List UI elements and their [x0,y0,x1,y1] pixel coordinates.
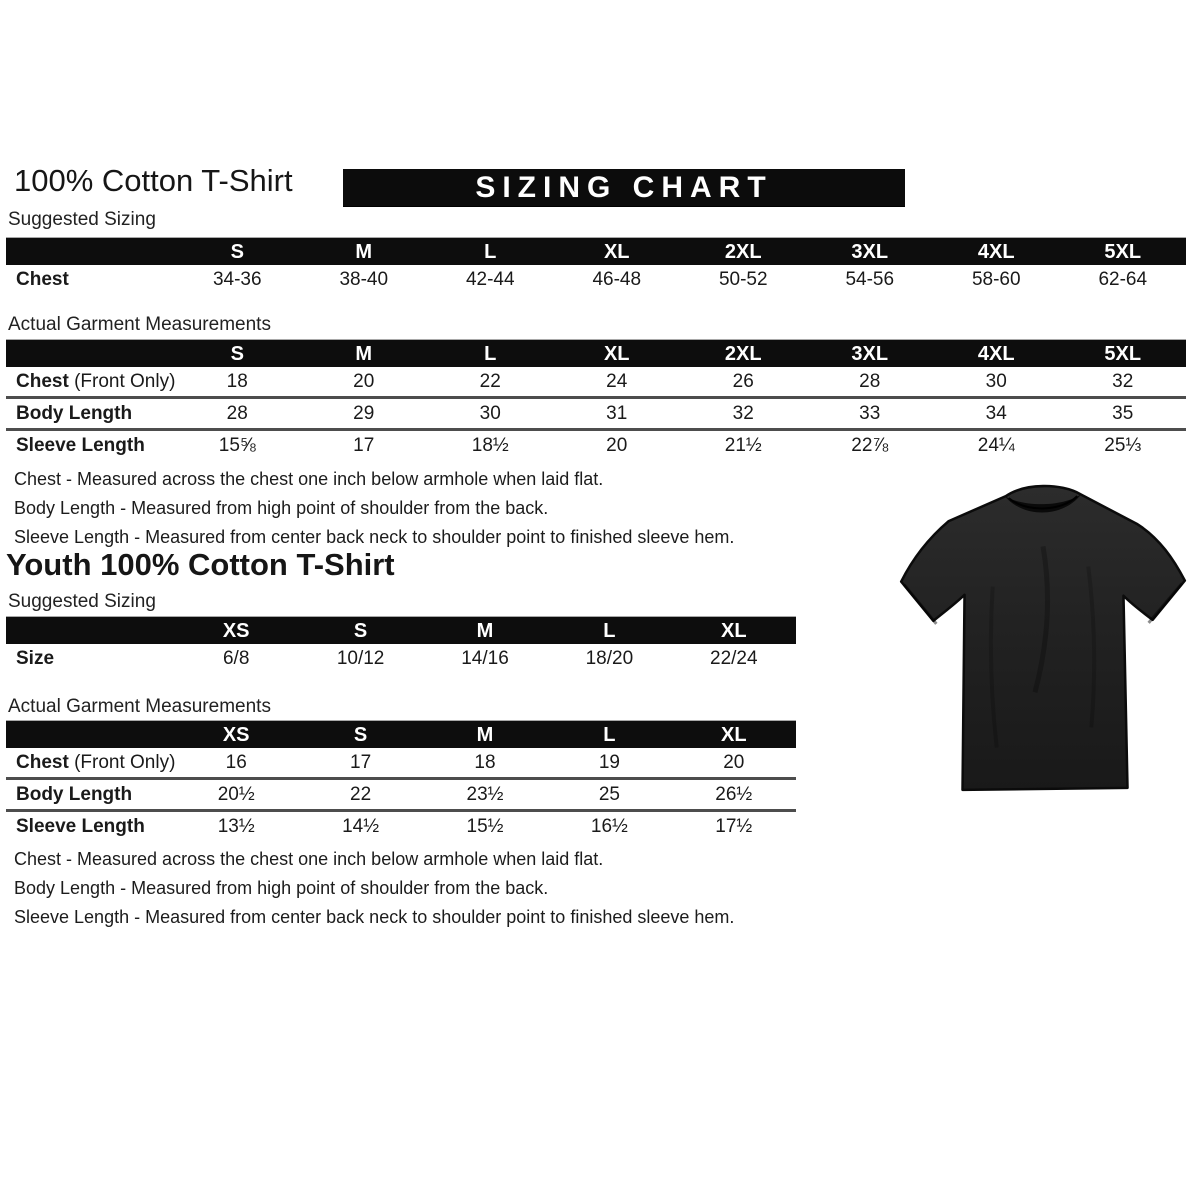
adult-section-title: 100% Cotton T-Shirt [14,163,293,198]
measurement-value: 62-64 [1098,268,1148,290]
note-line: Chest - Measured across the chest one inch below armhole when laid flat. [14,469,604,489]
table-row [6,265,1186,294]
size-column-header: S [353,723,368,746]
measurement-value: 28 [859,370,881,392]
row-label: Chest (Front Only) [16,751,176,773]
size-column-header: XS [222,723,250,746]
youth-measurements-table [6,720,796,841]
measurement-value: 17 [350,751,372,773]
measurement-value: 28 [226,402,248,424]
table-body [6,367,1186,460]
youth-measurements-label: Actual Garment Measurements [8,696,271,717]
note-line: Sleeve Length - Measured from center back neck to shoulder point to finished sleeve hem. [14,907,735,927]
youth-suggested-sizing-label: Suggested Sizing [8,591,156,612]
measurement-value: 20 [353,370,375,392]
measurement-value: 33 [859,402,881,424]
table-header-bar [6,720,796,748]
measurement-value: 24¼ [977,434,1015,456]
measurement-value: 20 [723,751,745,773]
measurement-value: 18 [226,370,248,392]
measurement-value: 35 [1112,402,1134,424]
size-column-header: S [353,619,368,642]
measurement-value: 16 [225,751,247,773]
measurement-value: 20½ [217,783,255,805]
measurement-value: 50-52 [718,268,768,290]
tshirt-image [892,476,1194,810]
size-column-header: M [355,240,373,263]
size-column-header: L [603,723,616,746]
measurement-value: 32 [732,402,754,424]
black-tshirt-graphic [892,476,1194,810]
table-row [6,428,1186,460]
row-label: Sleeve Length [16,434,145,456]
table-body [6,748,796,841]
size-column-header: XL [603,342,630,365]
measurement-value: 34 [985,402,1007,424]
measurement-value: 38-40 [339,268,389,290]
adult-measurements-table [6,339,1186,460]
measurement-value: 14½ [342,815,380,837]
youth-section-title: Youth 100% Cotton T-Shirt [6,547,395,582]
measurement-value: 15½ [466,815,504,837]
row-label: Body Length [16,402,133,424]
measurement-value: 42-44 [465,268,515,290]
measurement-value: 18/20 [585,647,634,669]
table-body [6,644,796,673]
table-body [6,265,1186,294]
table-row [6,748,796,777]
measurement-value: 22 [479,370,501,392]
size-column-header: XL [603,240,630,263]
measurement-value: 17 [353,434,375,456]
size-column-header: 2XL [724,240,762,263]
table-header-bar [6,237,1186,265]
size-column-header: 4XL [977,342,1015,365]
row-label: Size [16,647,55,669]
row-label: Chest (Front Only) [16,370,176,392]
adult-suggested-sizing-table [6,237,1186,294]
measurement-value: 30 [985,370,1007,392]
measurement-value: 15⅝ [218,434,256,456]
measurement-value: 22⅞ [851,434,889,456]
size-column-header: XS [222,619,250,642]
size-column-header: S [230,240,244,263]
youth-suggested-sizing-table [6,616,796,673]
measurement-value: 58-60 [971,268,1021,290]
measurement-value: 16½ [590,815,628,837]
note-line: Chest - Measured across the chest one inch below armhole when laid flat. [14,849,604,869]
table-row [6,777,796,809]
measurement-value: 6/8 [222,647,250,669]
measurement-value: 26 [732,370,754,392]
adult-measurement-notes [14,465,734,552]
measurement-value: 54-56 [845,268,895,290]
row-label: Chest [16,268,69,290]
measurement-value: 10/12 [336,647,385,669]
size-column-header: L [484,342,497,365]
size-column-header: 3XL [851,240,889,263]
size-column-header: 3XL [851,342,889,365]
table-header-bar [6,339,1186,367]
size-column-header: XL [721,619,747,642]
youth-measurement-notes [14,845,734,932]
table-row [6,809,796,841]
size-column-header: 2XL [724,342,762,365]
sizing-chart-banner [343,169,905,206]
adult-suggested-sizing-label: Suggested Sizing [8,209,156,230]
measurement-value: 46-48 [592,268,642,290]
measurement-value: 13½ [217,815,255,837]
measurement-value: 26½ [715,783,753,805]
measurement-value: 29 [353,402,375,424]
note-line: Body Length - Measured from high point of shoulder from the back. [14,878,549,898]
measurement-value: 31 [606,402,628,424]
table-row [6,644,796,673]
size-column-header: M [476,619,494,642]
table-row [6,396,1186,428]
measurement-value: 17½ [715,815,753,837]
sizing-chart-banner-text: SIZING CHART [475,170,773,204]
size-column-header: XL [721,723,747,746]
measurement-value: 20 [606,434,628,456]
measurement-value: 32 [1112,370,1134,392]
measurement-value: 34-36 [212,268,262,290]
measurement-value: 30 [479,402,501,424]
note-line: Body Length - Measured from high point of shoulder from the back. [14,498,549,518]
measurement-value: 21½ [724,434,762,456]
measurement-value: 23½ [466,783,504,805]
note-line: Sleeve Length - Measured from center back neck to shoulder point to finished sleeve hem. [14,527,735,547]
adult-measurements-label: Actual Garment Measurements [8,314,271,335]
measurement-value: 18 [474,751,496,773]
size-column-header: L [603,619,616,642]
size-column-header: 5XL [1104,342,1142,365]
row-label: Sleeve Length [16,815,145,837]
size-column-header: 5XL [1104,240,1142,263]
measurement-value: 25 [598,783,620,805]
table-header-bar [6,616,796,644]
size-column-header: S [230,342,244,365]
size-column-header: M [355,342,373,365]
size-column-header: M [476,723,494,746]
measurement-value: 25⅓ [1104,434,1142,456]
table-row [6,367,1186,396]
measurement-value: 18½ [471,434,509,456]
measurement-value: 14/16 [461,647,509,669]
size-column-header: 4XL [977,240,1015,263]
row-label: Body Length [16,783,133,805]
size-column-header: L [484,240,497,263]
measurement-value: 22 [350,783,372,805]
measurement-value: 24 [606,370,628,392]
measurement-value: 22/24 [710,647,758,669]
measurement-value: 19 [598,751,620,773]
